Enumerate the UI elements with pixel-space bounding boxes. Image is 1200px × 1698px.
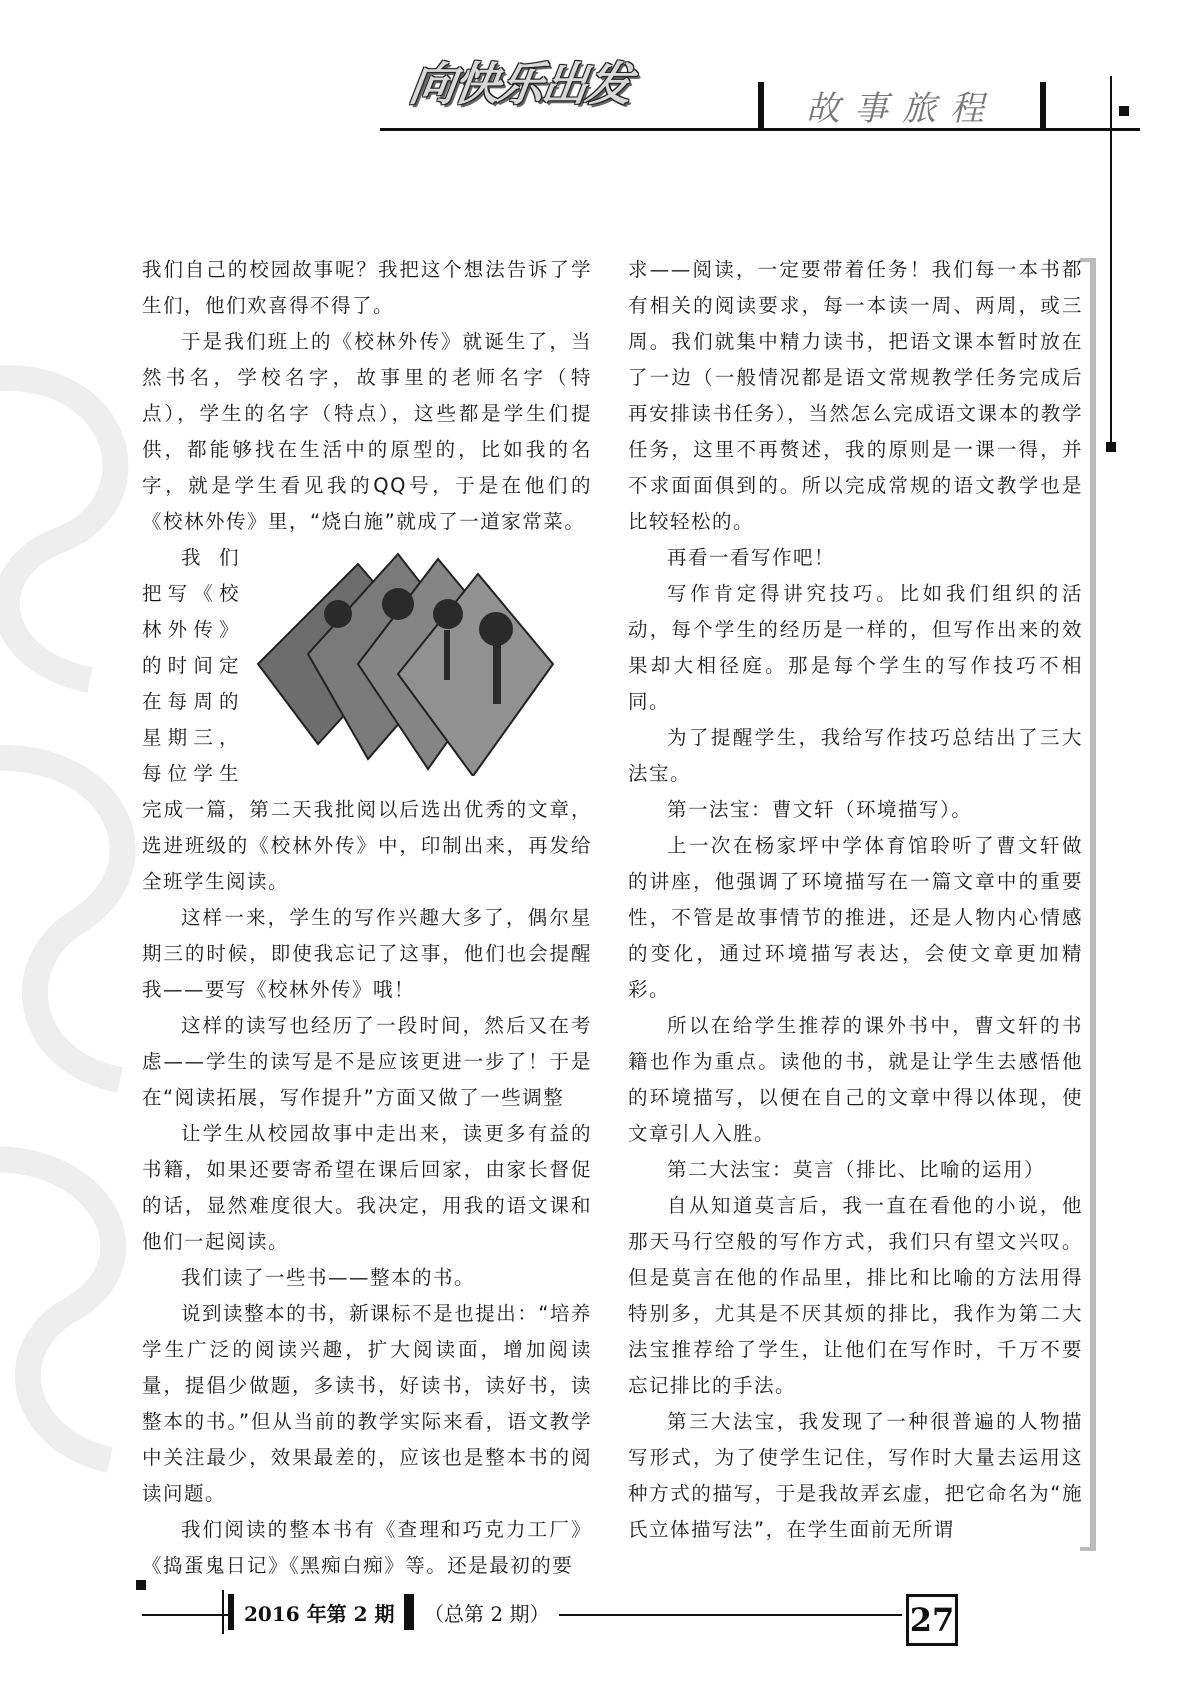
paragraph: 我们阅读的整本书有《查理和巧克力工厂》《捣蛋鬼日记》《黑痴白痴》等。还是最初的要 bbox=[142, 1518, 592, 1577]
section-title: 故事旅程 bbox=[806, 88, 998, 129]
magazine-logo: 向快乐出发 bbox=[406, 57, 634, 111]
paragraph: 我们把写《校林外传》的时间定在每周的星期三，每位学生完成一篇，第二天我批阅以后选出优秀的文章，选进班级的《校林外传》中，印制出来，再发给全班学生阅读。 bbox=[142, 546, 592, 893]
paragraph: 第一法宝：曹文轩（环境描写）。 bbox=[667, 798, 973, 821]
paragraph: 为了提醒学生，我给写作技巧总结出了三大法宝。 bbox=[628, 726, 1083, 785]
footer-vertical-rule bbox=[222, 1590, 224, 1634]
header-vertical-rule bbox=[1110, 76, 1112, 446]
book-stack-photo bbox=[248, 544, 558, 776]
paragraph: 第三大法宝，我发现了一种很普遍的人物描写形式，为了使学生记住，写作时大量去运用这种方式的描写，于是我故弄玄虚，把它命名为“施氏立体描写法”，在学生面前无所谓 bbox=[628, 1410, 1083, 1541]
corner-square-marker bbox=[1119, 106, 1129, 116]
paragraph: 自从知道莫言后，我一直在看他的小说，他那天马行空般的写作方式，我们只有望文兴叹。但是莫言在他的作品里，排比和比喻的方法用得特别多，尤其是不厌其烦的排比，我作为第二大法宝推荐给了学生，让他们在写作时，千万不要忘记排比的手法。 bbox=[628, 1194, 1083, 1397]
paragraph: 写作肯定得讲究技巧。比如我们组织的活动，每个学生的经历是一样的，但写作出来的效果却大相径庭。那是每个学生的写作技巧不相同。 bbox=[628, 582, 1083, 713]
paragraph: 让学生从校园故事中走出来，读更多有益的书籍，如果还要寄希望在课后回家，由家长督促的话，显然难度很大。我决定，用我的语文课和他们一起阅读。 bbox=[142, 1122, 592, 1253]
left-column bbox=[142, 252, 592, 1584]
paragraph: 说到读整本的书，新课标不是也提出：“培养学生广泛的阅读兴趣，扩大阅读面，增加阅读量，提倡少做题，多读书，好读书，读好书，读整本的书。”但从当前的教学实际来看，语文教学中关注最少，效果最差的，应该也是整本书的阅读问题。 bbox=[142, 1302, 592, 1505]
side-square-marker bbox=[1106, 442, 1116, 452]
section-title-box bbox=[758, 82, 1046, 128]
footer-square-marker bbox=[136, 1580, 146, 1590]
header-rule bbox=[380, 128, 1140, 131]
issue-label: 2016 年第 2 期 bbox=[228, 1594, 410, 1630]
paragraph: 再看一看写作吧！ bbox=[667, 546, 836, 569]
paragraph: 于是我们班上的《校林外传》就诞生了，当然书名，学校名字，故事里的老师名字（特点），学生的名字（特点），这些都是学生们提供，都能够找在生活中的原型的，比如我的名字，就是学生看见我的QQ号，于是在他们的《校林外传》里，“烧白施”就成了一道家常菜。 bbox=[142, 330, 592, 533]
paragraph: 我们自己的校园故事呢？我把这个想法告诉了学生们，他们欢喜得不得了。 bbox=[142, 258, 592, 317]
right-column bbox=[628, 252, 1083, 1548]
paragraph: 这样的读写也经历了一段时间，然后又在考虑——学生的读写是不是应该更进一步了！于是在“阅读拓展，写作提升”方面又做了一些调整 bbox=[142, 1014, 592, 1109]
paragraph: 我们读了一些书——整本的书。 bbox=[181, 1266, 476, 1289]
paragraph: 这样一来，学生的写作兴趣大多了，偶尔星期三的时候，即使我忘记了这事，他们也会提醒我——要写《校林外传》哦！ bbox=[142, 906, 592, 1001]
total-issue-label: （总第 2 期） bbox=[410, 1594, 559, 1630]
paragraph: 所以在给学生推荐的课外书中，曹文轩的书籍也作为重点。读他的书，就是让学生去感悟他的环境描写，以便在自己的文章中得以体现，使文章引人入胜。 bbox=[628, 1014, 1083, 1145]
page-number: 27 bbox=[906, 1594, 958, 1646]
paragraph: 求——阅读，一定要带着任务！我们每一本书都有相关的阅读要求，每一本读一周、两周，或三周。我们就集中精力读书，把语文课本暂时放在了一边（一般情况都是语文常规教学任务完成后再安排读书任务），当然怎么完成语文课本的教学任务，这里不再赘述，我的原则是一课一得，并不求面面俱到的。所以完成常规的语文教学也是比较轻松的。 bbox=[628, 258, 1083, 533]
paragraph: 上一次在杨家坪中学体育馆聆听了曹文轩做的讲座，他强调了环境描写在一篇文章中的重要性，不管是故事情节的推进，还是人物内心情感的变化，通过环境描写表达，会使文章更加精彩。 bbox=[628, 834, 1083, 1001]
paragraph: 第二大法宝：莫言（排比、比喻的运用） bbox=[667, 1158, 1046, 1181]
book-illustration bbox=[248, 544, 558, 776]
